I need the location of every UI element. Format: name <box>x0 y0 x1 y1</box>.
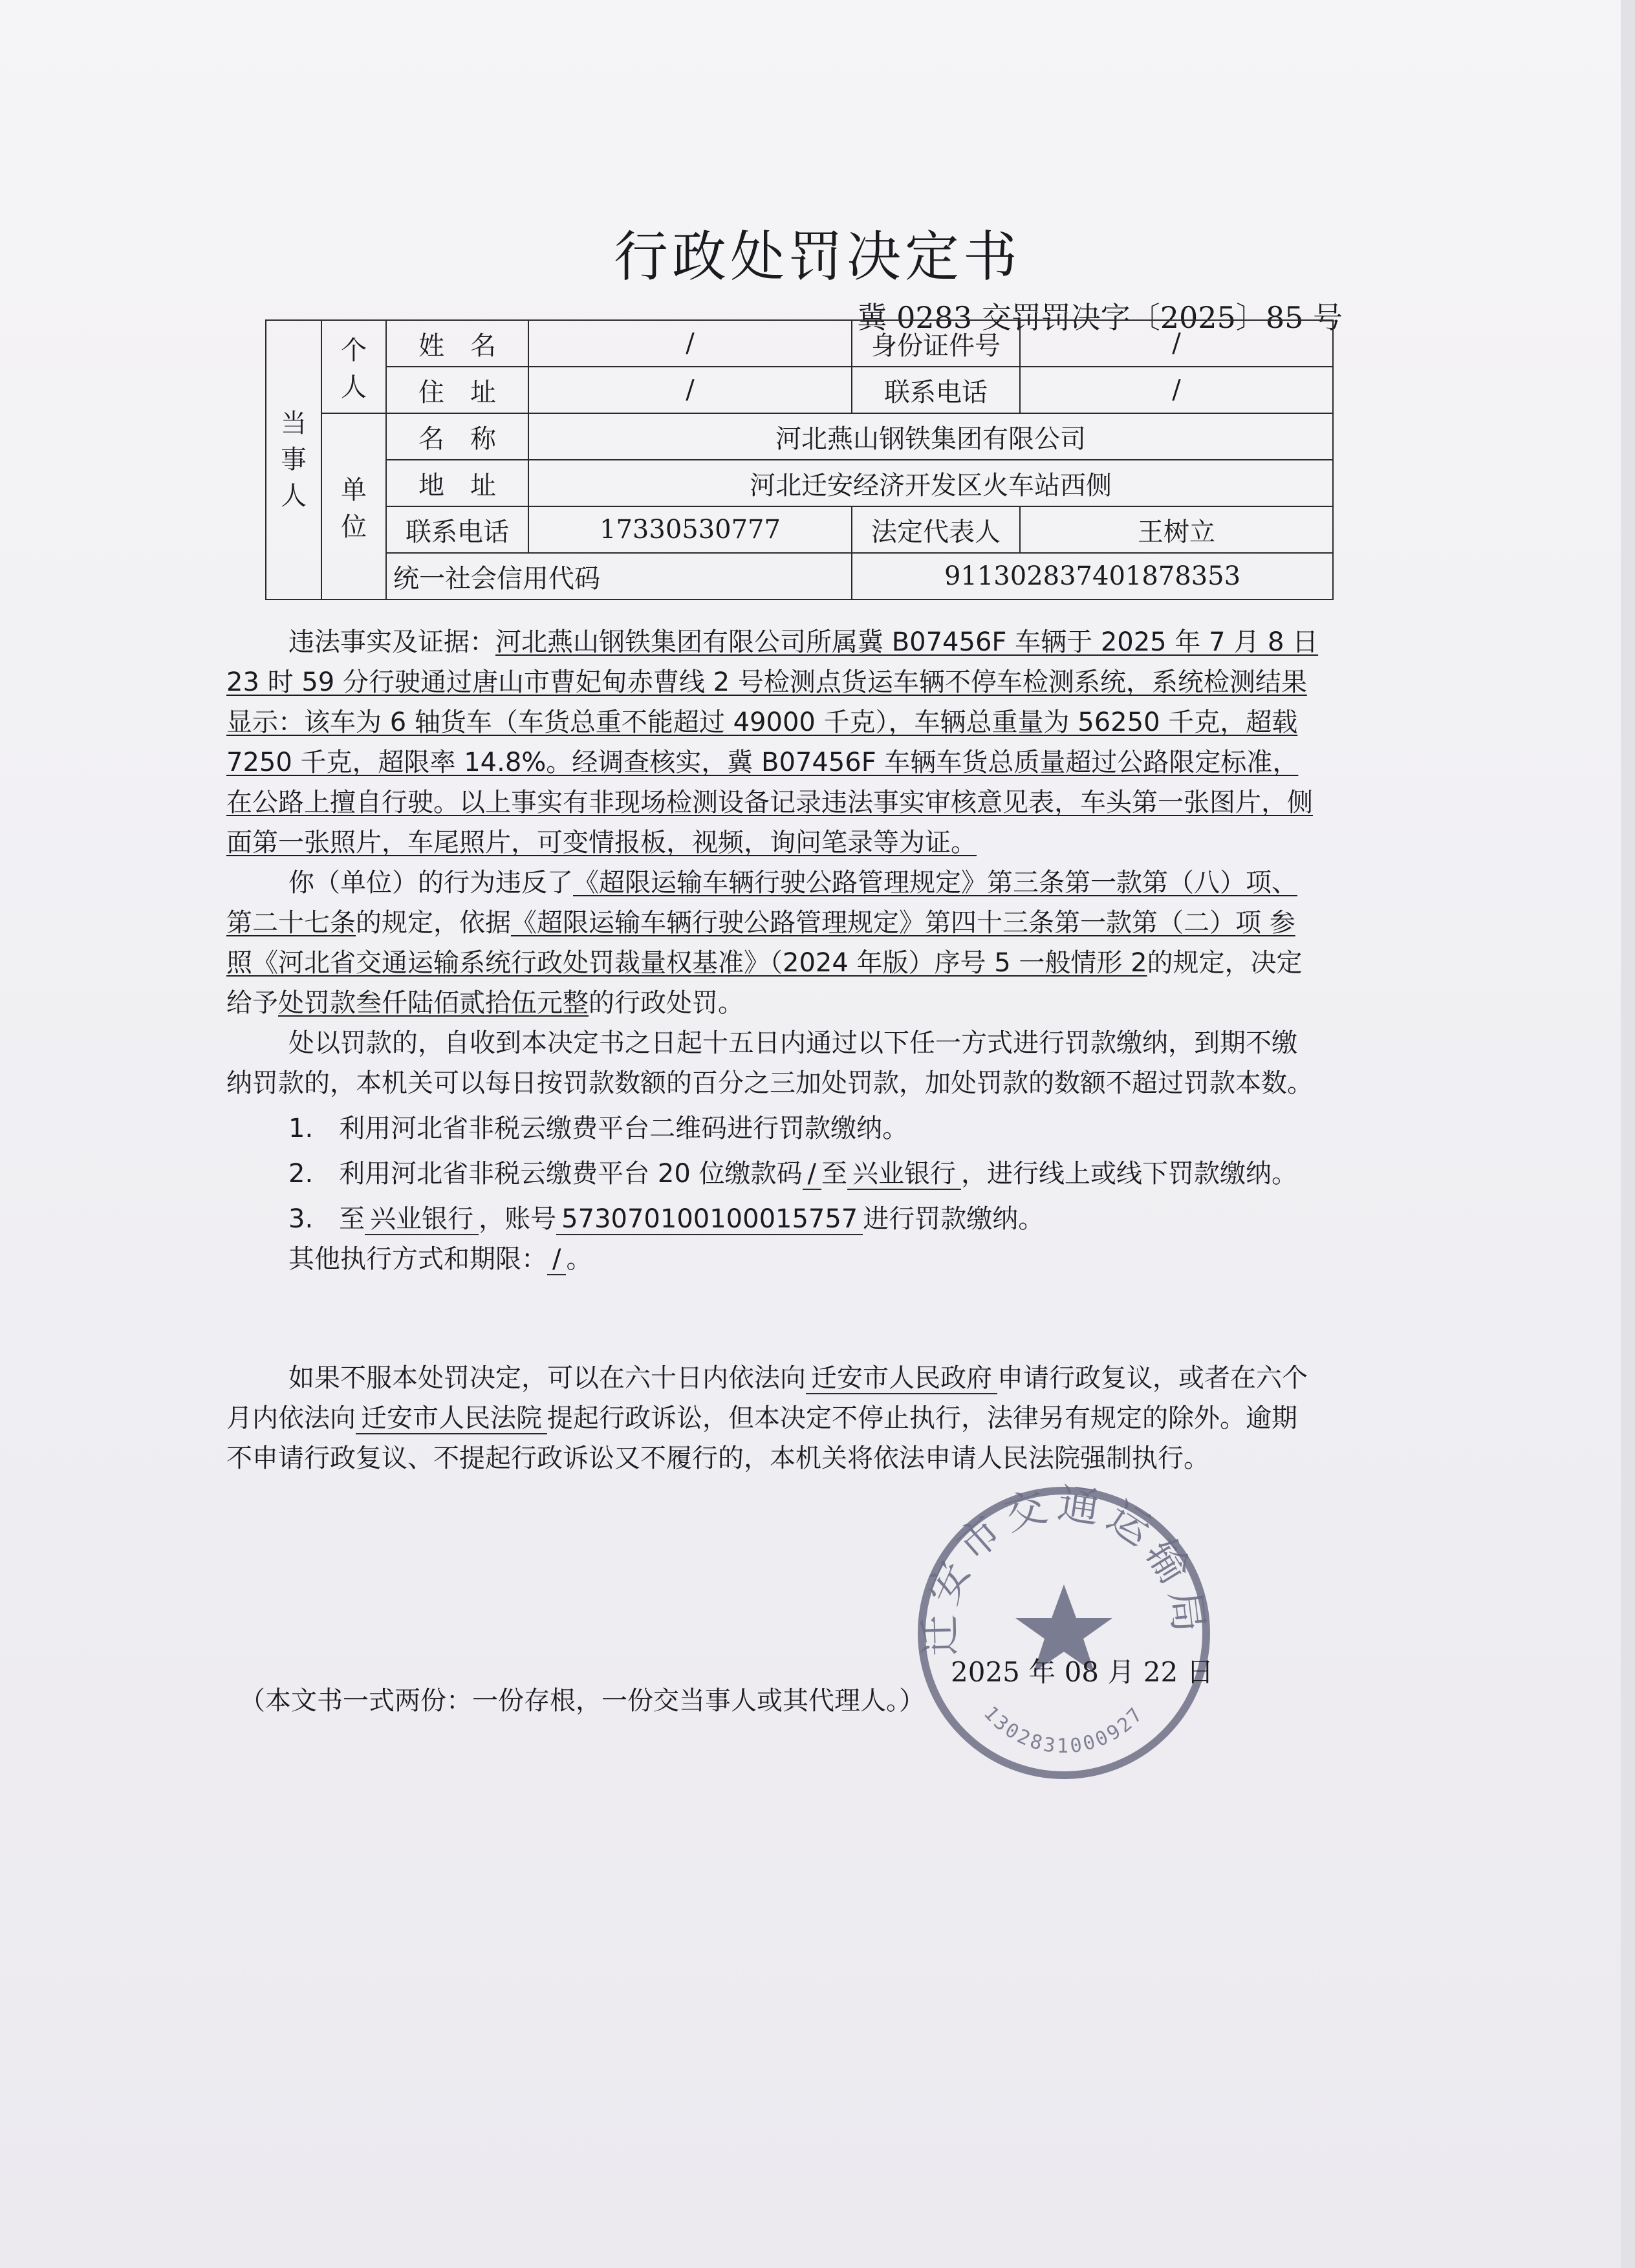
violation-text-2: 的规定，依据 <box>356 908 511 938</box>
unit-rep-value: 王树立 <box>1020 506 1333 553</box>
payment-item-2-to: 至 <box>821 1159 847 1189</box>
individual-phone-value: / <box>1020 367 1333 413</box>
seal-org-text: 迁安市交通运输局 <box>916 1481 1213 1657</box>
payment-item-3-text: 3. 至 <box>288 1204 365 1234</box>
document-number: 冀 0283 交罚罚决字〔2025〕85 号 <box>857 300 1343 335</box>
appeal-paragraph <box>226 1358 1319 1478</box>
unit-address-value: 河北迁安经济开发区火车站西侧 <box>528 460 1333 506</box>
footer-note: （本文书一式两份：一份存根，一份交当事人或其代理人。） <box>239 1686 925 1716</box>
payment-item-3 <box>226 1199 1319 1239</box>
legal-basis: 《超限运输车辆行驶公路管理规定》第四十三条第一款第（二）项 参照《河北省交通运输系统行政处罚裁量权基准》（2024 年版）序号 5 一般情形 2 <box>226 908 1295 978</box>
other-execution-label: 其他执行方式和期限： <box>288 1244 547 1274</box>
payment-item-1: 1. 利用河北省非税云缴费平台二维码进行罚款缴纳。 <box>288 1114 909 1143</box>
facts-paragraph <box>226 622 1319 863</box>
paper-edge <box>1621 0 1635 2268</box>
unit-phone-label: 联系电话 <box>386 506 528 553</box>
unit-credit-label: 统一社会信用代码 <box>386 553 852 599</box>
payment-item-2-tail: ，进行线上或线下罚款缴纳。 <box>960 1159 1297 1189</box>
payment-section <box>226 1023 1319 1279</box>
payment-item-2-text: 2. 利用河北省非税云缴费平台 20 位缴款码 <box>288 1159 803 1189</box>
other-execution-value: / <box>547 1244 566 1275</box>
party-info-table <box>265 319 1334 600</box>
appeal-text-1: 如果不服本处罚决定，可以在六十日内依法向 <box>288 1363 806 1393</box>
individual-address-label: 住 址 <box>386 367 528 413</box>
payment-item-2 <box>226 1154 1319 1194</box>
violation-paragraph <box>226 863 1319 1023</box>
payment-bank-2: 兴业银行 <box>847 1159 961 1190</box>
payment-account: 573070100100015757 <box>556 1204 863 1235</box>
seal-code-text: 1302831000927 <box>979 1701 1149 1758</box>
unit-name-value: 河北燕山钢铁集团有限公司 <box>528 413 1333 460</box>
unit-label: 单位 <box>321 413 386 599</box>
unit-address-label: 地 址 <box>386 460 528 506</box>
appeal-text-2: 申请行政复议，或者在六个月内依法向 <box>226 1363 1308 1433</box>
official-seal <box>912 1481 1216 1785</box>
facts-label: 违法事实及证据： <box>288 627 495 657</box>
individual-address-value: / <box>528 367 852 413</box>
violation-text-1: 你（单位）的行为违反了 <box>288 868 573 898</box>
individual-name-label: 姓 名 <box>386 320 528 367</box>
appeal-text-3: 提起行政诉讼，但本决定不停止执行，法律另有规定的除外。逾期不申请行政复议、不提起行政诉讼又不履行的，本机关将依法申请人民法院强制执行。 <box>226 1403 1297 1473</box>
sign-date: 2025 年 08 月 22 日 <box>951 1656 1214 1688</box>
payment-item-3-tail: 进行罚款缴纳。 <box>863 1204 1045 1234</box>
individual-label: 个人 <box>321 320 386 413</box>
unit-phone-value: 17330530777 <box>528 506 852 553</box>
review-authority: 迁安市人民政府 <box>806 1363 997 1394</box>
appeal-section <box>226 1358 1319 1478</box>
other-execution <box>226 1239 1319 1279</box>
unit-rep-label: 法定代表人 <box>852 506 1020 553</box>
violation-section <box>226 863 1319 1023</box>
party-group-label: 当事人 <box>266 320 321 599</box>
facts-text: 河北燕山钢铁集团有限公司所属冀 B07456F 车辆于 2025 年 7 月 8 日 23 时 59 分行驶通过唐山市曹妃甸赤曹线 2 号检测点货运车辆不停车检测系统，系统检测结果显示：该车为 6 轴货车（车货总重不能超过 49000 千克），车辆总重量为 56250 千克，超载 7250 千克，超限率 14.8%。经调查核实，冀 B07456F 车辆车货总质量超过公路限定标准，在公路上擅自行驶。以上事实有非现场检测设备记录违法事实审核意见表，车头第一张图片，侧面第一张照片，车尾照片，可变情报板，视频，询问笔录等为证。 <box>226 627 1319 858</box>
penalty-amount: 处罚款叁仟陆佰贰拾伍元整 <box>278 988 589 1018</box>
payment-code: / <box>803 1159 821 1190</box>
payment-bank-3: 兴业银行 <box>365 1204 479 1235</box>
svg-text:1302831000927 <box>979 1702 1149 1758</box>
individual-name-value: / <box>528 320 852 367</box>
payment-intro: 处以罚款的，自收到本决定书之日起十五日内通过以下任一方式进行罚款缴纳，到期不缴纳罚款的，本机关可以每日按罚款数额的百分之三加处罚款，加处罚款的数额不超过罚款本数。 <box>226 1028 1313 1098</box>
unit-credit-value: 911302837401878353 <box>852 553 1333 599</box>
other-execution-end: 。 <box>566 1244 592 1274</box>
individual-phone-label: 联系电话 <box>852 367 1020 413</box>
document-title: 行政处罚决定书 <box>613 225 1021 288</box>
facts-section <box>226 622 1319 863</box>
court-name: 迁安市人民法院 <box>356 1403 547 1434</box>
unit-name-label: 名 称 <box>386 413 528 460</box>
violation-text-4: 的行政处罚。 <box>589 988 744 1018</box>
individual-id-value: / <box>1020 320 1333 367</box>
individual-id-label: 身份证件号 <box>852 320 1020 367</box>
violated-rule: 《超限运输车辆行驶公路管理规定》第三条第一款第（八）项、第二十七条 <box>226 868 1297 938</box>
violation-text-3: 的规定，决定给予 <box>226 948 1303 1018</box>
payment-item-3-account-label: ，账号 <box>479 1204 557 1234</box>
